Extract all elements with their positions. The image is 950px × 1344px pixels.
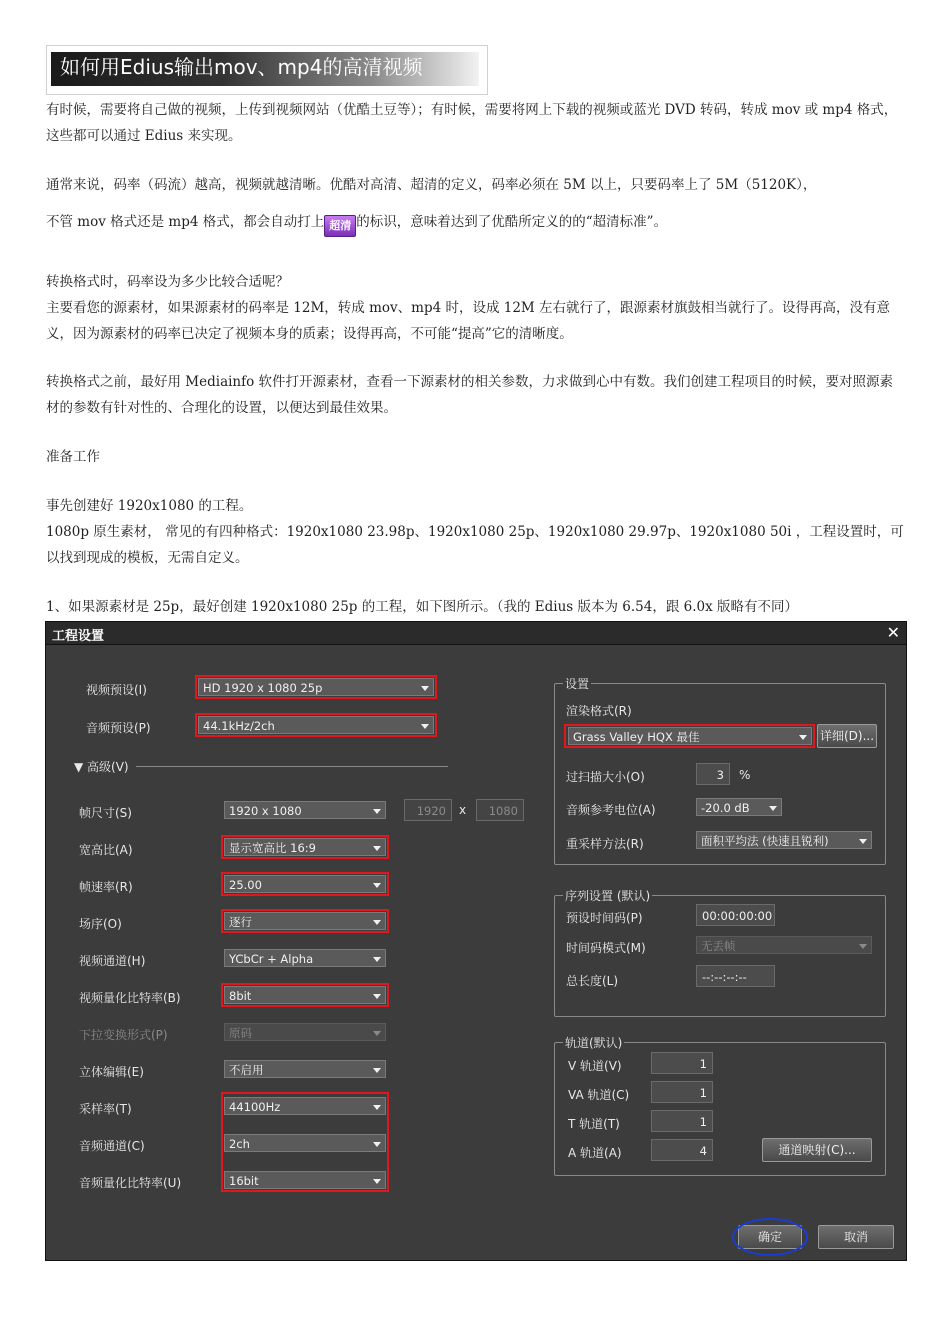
audio-preset-value: 44.1kHz/2ch — [203, 719, 275, 733]
resample-label: 重采样方法(R) — [566, 837, 644, 851]
audio-bit-depth-value: 16bit — [229, 1174, 259, 1188]
settings-group-title: 设置 — [565, 677, 590, 691]
highlight-box — [221, 1092, 389, 1192]
paragraph-intro: 有时候，需要将自己做的视频，上传到视频网站（优酷土豆等）；有时候，需要将网上下载的视频或蓝光 DVD 转码，转成 mov 或 mp4 格式，这些都可以通过 Edius 来实现。 — [46, 102, 898, 144]
audio-preset-label: 音频预设(P) — [86, 721, 151, 735]
audio-channel-value: 2ch — [229, 1137, 250, 1151]
divider — [136, 766, 448, 767]
close-icon[interactable]: ✕ — [886, 623, 900, 642]
paragraph-step-1: 1、如果源素材是 25p，最好创建 1920x1080 25p 的工程，如下图所示。（我的 Edius 版本为 6.54，跟 6.0x 版略有不同） — [46, 599, 799, 615]
highlight-box — [195, 675, 437, 699]
chevron-down-icon — [372, 802, 382, 818]
total-length-label: 总长度(L) — [566, 974, 619, 988]
sample-rate-label: 采样率(T) — [79, 1102, 132, 1116]
sample-rate-value: 44100Hz — [229, 1100, 281, 1114]
va-track-label: VA 轨道(C) — [568, 1088, 630, 1102]
audio-reference-label: 音频参考电位(A) — [566, 803, 656, 817]
v-track-field[interactable]: 1 — [651, 1052, 713, 1074]
frame-height-field[interactable]: 1080 — [476, 799, 524, 821]
cancel-button[interactable]: 取消 — [818, 1225, 894, 1249]
video-bit-depth-value: 8bit — [229, 989, 252, 1003]
stereo-edit-value: 不启用 — [229, 1063, 264, 1077]
chevron-down-icon — [768, 799, 778, 815]
a-track-label: A 轨道(A) — [568, 1146, 622, 1160]
overscan-unit: % — [739, 768, 751, 782]
preset-timecode-field[interactable]: 00:00:00:00 — [696, 904, 775, 926]
pulldown-value: 原码 — [229, 1026, 252, 1040]
paragraph-answer: 主要看您的源素材，如果源素材的码率是 12M，转成 mov、mp4 时，设成 12M 左右就行了，跟源素材旗鼓相当就行了。设得再高，没有意义，因为源素材的码率已决定了视频本身的质素；设得再高，不可能“提高”它的清晰度。 — [46, 300, 891, 342]
overscan-label: 过扫描大小(O) — [566, 770, 645, 784]
stereo-edit-label: 立体编辑(E) — [79, 1065, 144, 1079]
chevron-down-icon — [858, 937, 868, 953]
frame-size-select[interactable] — [224, 801, 386, 819]
page-title: 如何用Edius输出mov、mp4的高清视频 — [60, 55, 423, 79]
va-track-field[interactable]: 1 — [651, 1081, 713, 1103]
frame-x-label: x — [459, 803, 467, 817]
render-format-value: Grass Valley HQX 最佳 — [573, 730, 700, 744]
highlight-box — [221, 983, 389, 1007]
chevron-down-icon — [372, 1024, 382, 1040]
paragraph-prep-heading: 准备工作 — [46, 449, 100, 465]
field-order-value: 逐行 — [229, 915, 252, 929]
highlight-box — [221, 835, 389, 859]
t-track-field[interactable]: 1 — [651, 1110, 713, 1132]
field-order-label: 场序(O) — [79, 917, 122, 931]
t-track-label: T 轨道(T) — [568, 1117, 620, 1131]
video-preset-value: HD 1920 x 1080 25p — [203, 681, 323, 695]
video-channel-select[interactable] — [224, 949, 386, 967]
paragraph-formats: 1080p 原生素材， 常见的有四种格式：1920x1080 23.98p、1920x1080 25p、1920x1080 29.97p、1920x1080 50i ，工程设置时，可以找到现成的模板，无需自定义。 — [46, 524, 904, 566]
timecode-mode-label: 时间码模式(M) — [566, 941, 646, 955]
frame-rate-value: 25.00 — [229, 878, 262, 892]
a-track-field[interactable]: 4 — [651, 1139, 713, 1161]
video-channel-label: 视频通道(H) — [79, 954, 146, 968]
ok-button[interactable]: 确定 — [738, 1225, 802, 1249]
paragraph-bitrate-2 — [46, 209, 906, 237]
timecode-mode-select — [696, 936, 872, 954]
render-format-label: 渲染格式(R) — [566, 704, 632, 718]
frame-rate-label: 帧速率(R) — [79, 880, 133, 894]
chevron-down-icon — [372, 1061, 382, 1077]
project-settings-dialog — [45, 621, 907, 1261]
audio-reference-select[interactable] — [696, 798, 782, 816]
frame-size-label: 帧尺寸(S) — [79, 806, 132, 820]
tracks-group-title: 轨道(默认) — [565, 1036, 623, 1050]
paragraph-bitrate-1: 通常来说，码率（码流）越高，视频就越清晰。优酷对高清、超清的定义，码率必须在 5M 以上，只要码率上了 5M（5120K）， — [46, 177, 817, 193]
detail-button[interactable]: 详细(D)... — [817, 724, 877, 748]
dialog-titlebar — [46, 622, 906, 645]
video-preset-label: 视频预设(I) — [86, 683, 147, 697]
chevron-down-icon — [858, 832, 868, 848]
timecode-mode-value: 无丢帧 — [701, 939, 736, 953]
audio-channel-label: 音频通道(C) — [79, 1139, 145, 1153]
highlight-box — [221, 872, 389, 896]
audio-bit-depth-label: 音频量化比特率(U) — [79, 1176, 182, 1190]
video-bit-depth-label: 视频量化比特率(B) — [79, 991, 181, 1005]
highlight-box — [221, 909, 389, 933]
overscan-field[interactable]: 3 — [696, 763, 730, 785]
dialog-title: 工程设置 — [52, 629, 105, 644]
paragraph-bitrate-2-post: 的标识，意味着达到了优酷所定义的的“超清标准”。 — [356, 214, 668, 230]
video-channel-value: YCbCr + Alpha — [229, 952, 314, 966]
frame-size-value: 1920 x 1080 — [229, 804, 302, 818]
channel-map-button[interactable]: 通道映射(C)... — [762, 1138, 872, 1162]
frame-width-field[interactable]: 1920 — [404, 799, 452, 821]
chevron-down-icon — [372, 950, 382, 966]
paragraph-question: 转换格式时，码率设为多少比较合适呢？ — [46, 274, 289, 290]
resample-select[interactable] — [696, 831, 872, 849]
sequence-group-title: 序列设置 (默认) — [565, 889, 651, 903]
pulldown-label: 下拉变换形式(P) — [79, 1028, 168, 1042]
resample-value: 面积平均法 (快速且锐利) — [701, 834, 829, 848]
preset-timecode-label: 预设时间码(P) — [566, 911, 643, 925]
paragraph-bitrate-2-pre: 不管 mov 格式还是 mp4 格式，都会自动打上 — [46, 214, 325, 230]
highlight-box — [195, 713, 437, 737]
v-track-label: V 轨道(V) — [568, 1059, 622, 1073]
stereo-edit-select[interactable] — [224, 1060, 386, 1078]
aspect-ratio-value: 显示宽高比 16:9 — [229, 841, 316, 855]
ok-highlight-circle — [732, 1218, 808, 1256]
highlight-box — [564, 724, 815, 748]
pulldown-select — [224, 1023, 386, 1041]
paragraph-mediainfo: 转换格式之前，最好用 Mediainfo 软件打开源素材，查看一下源素材的相关参数，力求做到心中有数。我们创建工程项目的时候，要对照源素材的参数有针对性的、合理化的设置，以便达到最佳效果。 — [46, 374, 894, 416]
advanced-toggle[interactable]: ▼ 高级(V) — [74, 760, 129, 774]
super-hd-badge-icon: 超清 — [324, 215, 356, 237]
aspect-ratio-label: 宽高比(A) — [79, 843, 133, 857]
paragraph-create-project: 事先创建好 1920x1080 的工程。 — [46, 498, 253, 514]
total-length-field[interactable]: --:--:--:-- — [696, 965, 775, 987]
audio-reference-value: -20.0 dB — [701, 801, 750, 815]
